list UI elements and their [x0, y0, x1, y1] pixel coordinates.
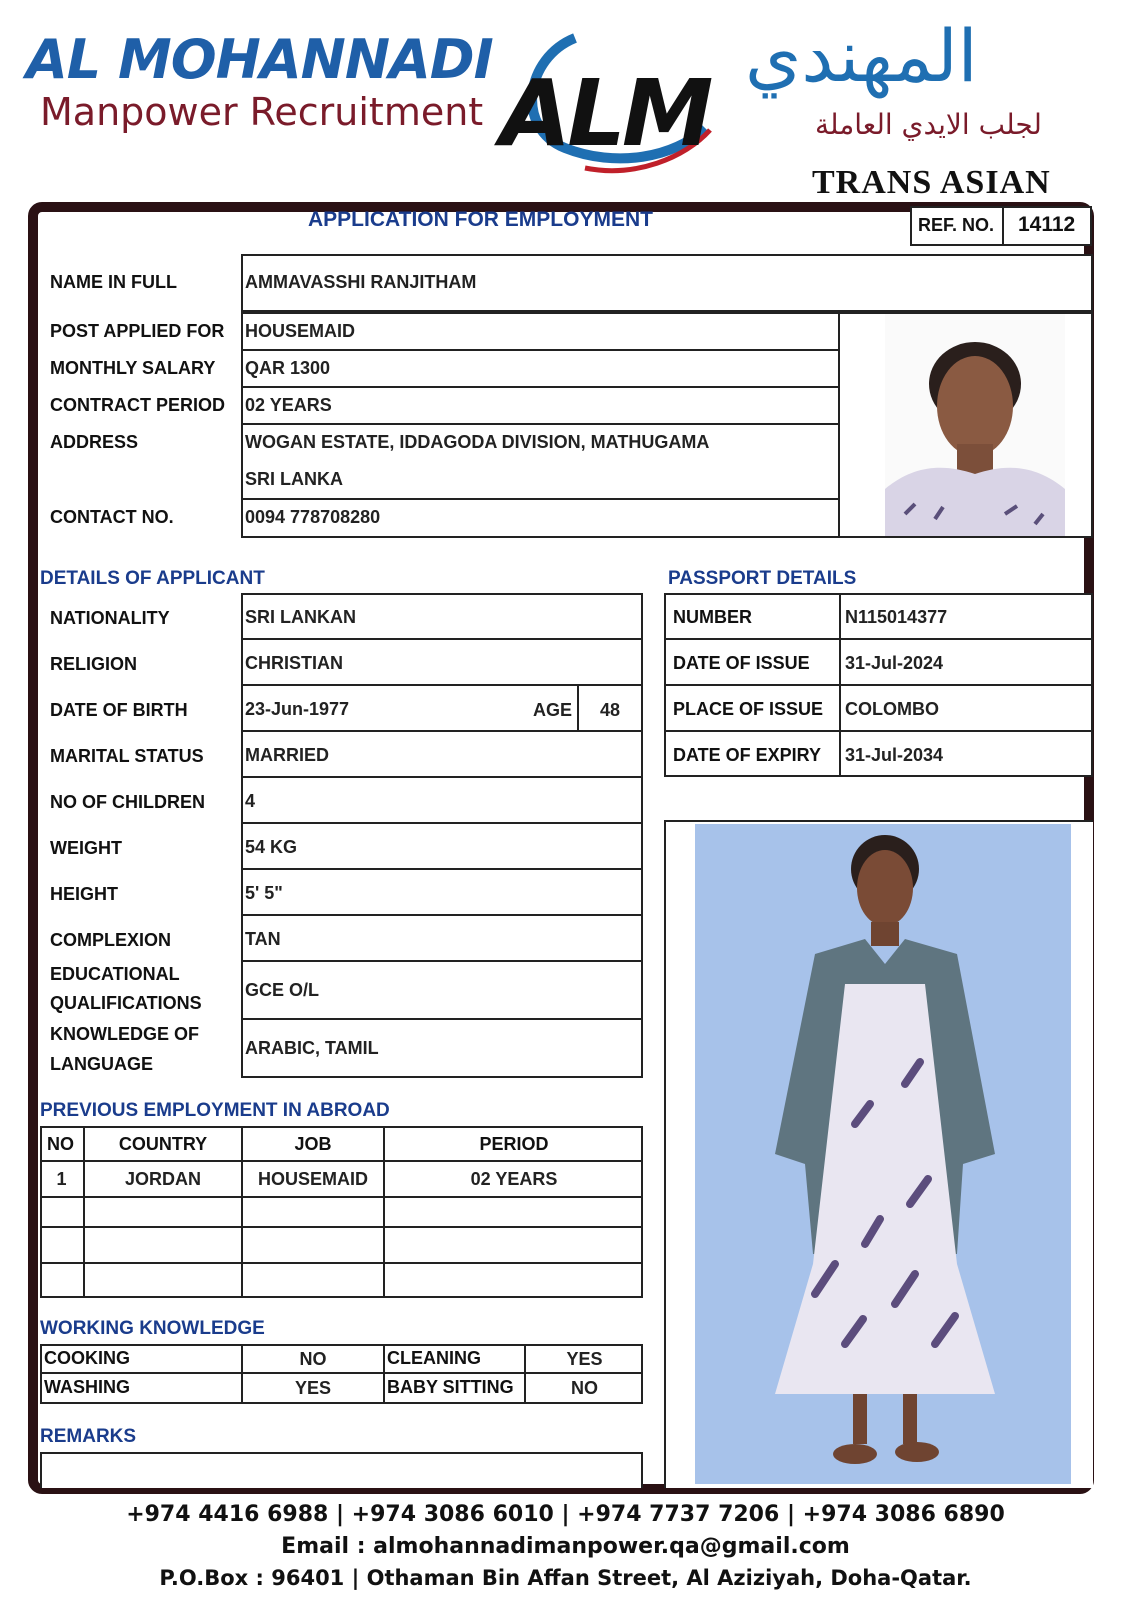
row-divider	[241, 638, 643, 640]
alm-logo: ALM	[500, 60, 710, 167]
height-label: HEIGHT	[50, 884, 119, 904]
age-label: AGE	[533, 700, 573, 720]
prev-employment-header-country: COUNTRY	[118, 1134, 208, 1154]
prev-employment-section-title: PREVIOUS EMPLOYMENT IN ABROAD	[40, 1100, 390, 1121]
row-divider	[241, 1018, 643, 1020]
education-label-line1: EDUCATIONAL	[50, 964, 180, 984]
remarks-box	[40, 1452, 643, 1488]
prev-employment-row-job: HOUSEMAID	[257, 1169, 368, 1189]
col-divider	[839, 593, 841, 777]
nationality-value: SRI LANKAN	[245, 607, 356, 627]
religion-label: RELIGION	[50, 654, 138, 674]
washing-value: YES	[294, 1378, 332, 1398]
applicant-section-title: DETAILS OF APPLICANT	[40, 568, 265, 589]
brand-name: AL MOHANNADI	[26, 28, 493, 91]
name-label: NAME IN FULL	[50, 272, 177, 292]
col-divider	[383, 1344, 385, 1404]
row-divider	[40, 1226, 643, 1228]
issue-date-value: 31-Jul-2024	[845, 653, 944, 673]
babysitting-value: NO	[571, 1378, 598, 1398]
cleaning-label: CLEANING	[387, 1348, 481, 1368]
dob-label: DATE OF BIRTH	[50, 700, 188, 720]
col-divider	[577, 684, 579, 730]
language-value: ARABIC, TAMIL	[245, 1038, 379, 1058]
contract-label: CONTRACT PERIOD	[50, 395, 225, 415]
row-divider	[241, 868, 643, 870]
salary-value: QAR 1300	[245, 358, 331, 378]
footer-email: Email : almohannadimanpower.qa@gmail.com	[281, 1534, 850, 1559]
expiry-date-label: DATE OF EXPIRY	[673, 745, 822, 765]
education-value: GCE O/L	[245, 980, 320, 1000]
passport-section-title: PASSPORT DETAILS	[668, 568, 857, 589]
row-divider	[664, 638, 1093, 640]
row-divider	[40, 1160, 643, 1162]
contact-label: CONTACT NO.	[50, 507, 174, 527]
weight-value: 54 KG	[245, 837, 298, 857]
dob-value: 23-Jun-1977	[245, 699, 350, 719]
brand-subtitle: Manpower Recruitment	[40, 90, 484, 134]
cooking-label: COOKING	[44, 1348, 131, 1368]
passport-number-label: NUMBER	[673, 607, 752, 627]
children-label: NO OF CHILDREN	[50, 792, 205, 812]
cooking-value: NO	[299, 1349, 327, 1369]
row-divider	[40, 1196, 643, 1198]
weight-label: WEIGHT	[50, 838, 122, 858]
full-body-photo	[695, 824, 1071, 1484]
babysitting-label: BABY SITTING	[387, 1377, 514, 1397]
address-line2: SRI LANKA	[245, 469, 343, 489]
expiry-date-value: 31-Jul-2034	[845, 745, 944, 765]
personal-table	[241, 312, 840, 538]
complexion-value: TAN	[245, 929, 281, 949]
contact-value: 0094 778708280	[245, 507, 381, 527]
prev-employment-header-period: PERIOD	[479, 1134, 549, 1154]
salary-label: MONTHLY SALARY	[50, 358, 216, 378]
row-divider	[241, 684, 643, 686]
row-divider	[241, 960, 643, 962]
prev-employment-row-country: JORDAN	[124, 1169, 201, 1189]
religion-value: CHRISTIAN	[245, 653, 343, 673]
row-divider	[241, 423, 840, 425]
marital-value: MARRIED	[245, 745, 329, 765]
address-label: ADDRESS	[50, 432, 139, 452]
row-divider	[241, 914, 643, 916]
row-divider	[241, 498, 840, 500]
row-divider	[40, 1262, 643, 1264]
post-label: POST APPLIED FOR	[50, 321, 225, 341]
arabic-brand-name: المهندي	[745, 14, 978, 98]
row-divider	[241, 349, 840, 351]
height-value: 5' 5"	[245, 883, 283, 903]
row-divider	[241, 776, 643, 778]
row-divider	[664, 684, 1093, 686]
post-value: HOUSEMAID	[245, 321, 356, 341]
row-divider	[664, 730, 1093, 732]
cleaning-value: YES	[566, 1349, 603, 1369]
footer-phones: +974 4416 6988 | +974 3086 6010 | +974 7737 7206 | +974 3086 6890	[126, 1502, 1005, 1527]
prev-employment-row-no: 1	[56, 1169, 67, 1189]
issue-place-label: PLACE OF ISSUE	[673, 699, 824, 719]
marital-label: MARITAL STATUS	[50, 746, 204, 766]
passport-number-value: N115014377	[845, 607, 948, 627]
contract-value: 02 YEARS	[245, 395, 332, 415]
form-title: APPLICATION FOR EMPLOYMENT	[308, 208, 653, 231]
row-divider	[241, 730, 643, 732]
name-value: AMMAVASSHI RANJITHAM	[245, 272, 477, 292]
ref-label: REF. NO.	[918, 215, 995, 235]
prev-employment-header-no: NO	[47, 1134, 74, 1154]
issue-date-label: DATE OF ISSUE	[673, 653, 810, 673]
education-label-line2: QUALIFICATIONS	[50, 993, 202, 1013]
passport-photo	[885, 314, 1065, 536]
arabic-brand-subtitle: لجلب الايدي العاملة	[815, 108, 1042, 141]
language-label-line2: LANGUAGE	[50, 1054, 153, 1074]
ref-value: 14112	[1018, 213, 1076, 236]
language-label-line1: KNOWLEDGE OF	[50, 1024, 199, 1044]
prev-employment-header-job: JOB	[294, 1134, 332, 1154]
row-divider	[241, 822, 643, 824]
washing-label: WASHING	[44, 1377, 131, 1397]
nationality-label: NATIONALITY	[50, 608, 170, 628]
prev-employment-row-period: 02 YEARS	[470, 1169, 558, 1189]
remarks-section-title: REMARKS	[40, 1426, 137, 1447]
age-value: 48	[600, 700, 621, 720]
children-value: 4	[245, 791, 256, 811]
row-divider	[40, 1372, 643, 1374]
address-line1: WOGAN ESTATE, IDDAGODA DIVISION, MATHUGAMA	[245, 432, 710, 452]
working-knowledge-section-title: WORKING KNOWLEDGE	[40, 1318, 265, 1339]
issue-place-value: COLOMBO	[845, 699, 939, 719]
row-divider	[241, 386, 840, 388]
complexion-label: COMPLEXION	[50, 930, 172, 950]
partner-name: TRANS ASIAN	[812, 164, 1051, 201]
footer-address: P.O.Box : 96401 | Othaman Bin Affan Street, Al Aziziyah, Doha-Qatar.	[159, 1566, 972, 1590]
